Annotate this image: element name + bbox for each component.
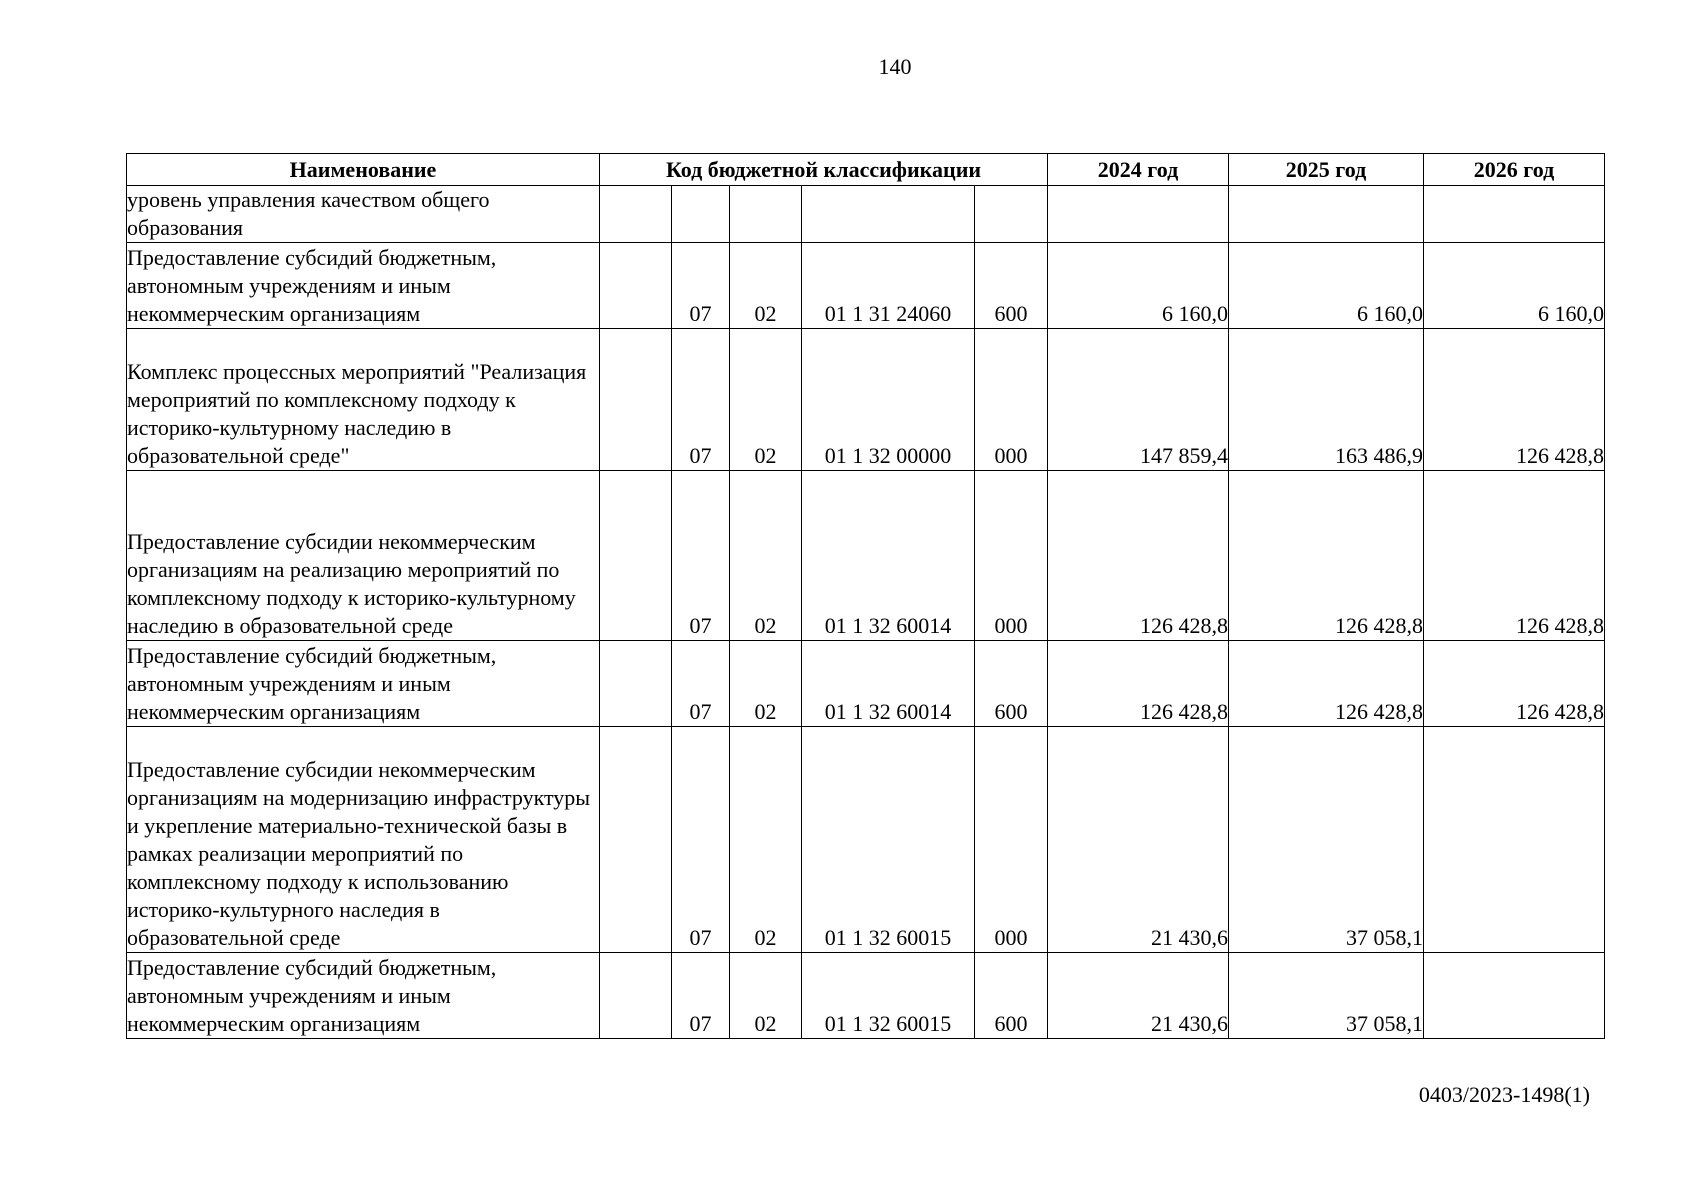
row-name: уровень управления качеством общего образования <box>127 186 600 243</box>
document-id: 0403/2023-1498(1) <box>1418 1082 1590 1107</box>
header-2025: 2025 год <box>1229 154 1424 186</box>
value-2025 <box>1229 186 1424 243</box>
table-row <box>127 186 1605 243</box>
code-cell-section: 07 <box>672 243 730 329</box>
value-2024: 126 428,8 <box>1048 641 1229 727</box>
table-row <box>127 953 1605 1039</box>
value-2026: 126 428,8 <box>1424 329 1605 471</box>
code-cell-1 <box>600 243 672 329</box>
code-cell-target-article: 01 1 32 60014 <box>802 641 975 727</box>
code-cell-1 <box>600 727 672 953</box>
code-cell-expense-type: 600 <box>975 641 1048 727</box>
code-cell-1 <box>600 641 672 727</box>
header-2024: 2024 год <box>1048 154 1229 186</box>
value-2024: 21 430,6 <box>1048 953 1229 1039</box>
budget-table <box>126 153 1605 1039</box>
code-cell-1 <box>600 953 672 1039</box>
value-2026 <box>1424 186 1605 243</box>
row-name: Предоставление субсидий бюджетным, автономным учреждениям и иным некоммерческим организациям <box>127 953 600 1039</box>
header-2026: 2026 год <box>1424 154 1605 186</box>
row-name: Предоставление субсидии некоммерческим организациям на реализацию мероприятий по комплексному подходу к историко-культурному наследию в образовательной среде <box>127 471 600 641</box>
code-cell-section: 07 <box>672 471 730 641</box>
code-cell-target-article: 01 1 31 24060 <box>802 243 975 329</box>
code-cell-subsection: 02 <box>730 471 802 641</box>
header-name: Наименование <box>127 154 600 186</box>
code-cell-subsection: 02 <box>730 243 802 329</box>
code-cell-expense-type: 600 <box>975 953 1048 1039</box>
value-2025: 126 428,8 <box>1229 641 1424 727</box>
header-budget-code: Код бюджетной классификации <box>600 154 1048 186</box>
row-name: Комплекс процессных мероприятий "Реализация мероприятий по комплексному подходу к историко-культурному наследию в образовательной среде" <box>127 329 600 471</box>
code-cell-target-article: 01 1 32 00000 <box>802 329 975 471</box>
code-cell-target-article: 01 1 32 60014 <box>802 471 975 641</box>
code-cell-section: 07 <box>672 727 730 953</box>
code-cell-section <box>672 186 730 243</box>
value-2025: 37 058,1 <box>1229 953 1424 1039</box>
value-2024: 21 430,6 <box>1048 727 1229 953</box>
row-name: Предоставление субсидий бюджетным, автономным учреждениям и иным некоммерческим организациям <box>127 641 600 727</box>
value-2025: 6 160,0 <box>1229 243 1424 329</box>
value-2025: 126 428,8 <box>1229 471 1424 641</box>
row-name: Предоставление субсидии некоммерческим организациям на модернизацию инфраструктуры и укрепление материально-технической базы в рамках реализации мероприятий по комплексному подходу к использованию историко-культурного наследия в образовательной среде <box>127 727 600 953</box>
value-2026: 126 428,8 <box>1424 471 1605 641</box>
table-header-row <box>127 154 1605 186</box>
value-2026: 126 428,8 <box>1424 641 1605 727</box>
code-cell-subsection: 02 <box>730 953 802 1039</box>
code-cell-section: 07 <box>672 329 730 471</box>
code-cell-section: 07 <box>672 953 730 1039</box>
value-2026 <box>1424 727 1605 953</box>
code-cell-expense-type: 000 <box>975 471 1048 641</box>
code-cell-1 <box>600 329 672 471</box>
value-2024: 6 160,0 <box>1048 243 1229 329</box>
page-number: 140 <box>878 54 912 79</box>
value-2024: 126 428,8 <box>1048 471 1229 641</box>
code-cell-1 <box>600 186 672 243</box>
value-2024 <box>1048 186 1229 243</box>
table-row <box>127 471 1605 641</box>
code-cell-expense-type <box>975 186 1048 243</box>
code-cell-subsection <box>730 186 802 243</box>
value-2026 <box>1424 953 1605 1039</box>
code-cell-subsection: 02 <box>730 727 802 953</box>
value-2025: 37 058,1 <box>1229 727 1424 953</box>
code-cell-expense-type: 000 <box>975 329 1048 471</box>
table-row <box>127 243 1605 329</box>
code-cell-expense-type: 000 <box>975 727 1048 953</box>
code-cell-target-article: 01 1 32 60015 <box>802 953 975 1039</box>
table-row <box>127 727 1605 953</box>
code-cell-1 <box>600 471 672 641</box>
value-2025: 163 486,9 <box>1229 329 1424 471</box>
value-2024: 147 859,4 <box>1048 329 1229 471</box>
table-row <box>127 329 1605 471</box>
table-row <box>127 641 1605 727</box>
code-cell-expense-type: 600 <box>975 243 1048 329</box>
value-2026: 6 160,0 <box>1424 243 1605 329</box>
row-name: Предоставление субсидий бюджетным, автономным учреждениям и иным некоммерческим организациям <box>127 243 600 329</box>
code-cell-section: 07 <box>672 641 730 727</box>
code-cell-subsection: 02 <box>730 641 802 727</box>
code-cell-target-article <box>802 186 975 243</box>
code-cell-subsection: 02 <box>730 329 802 471</box>
code-cell-target-article: 01 1 32 60015 <box>802 727 975 953</box>
